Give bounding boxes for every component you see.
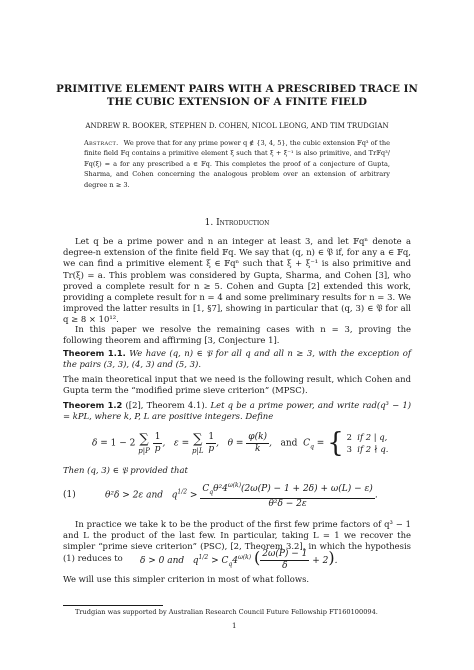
equation-1-condition: θ²δ > 2ε and	[105, 490, 164, 501]
intro-paragraph-2: In this paper we resolve the remaining cases with n = 3, proving the following theorem and affirming [3, Conjecture 1].	[63, 324, 411, 346]
psc-condition: δ > 0 and	[140, 556, 185, 566]
footnote-rule	[63, 605, 163, 606]
theorem-1-1-label: Theorem 1.1.	[63, 348, 126, 358]
theorem-1-2-text: Let q be a prime power, and write rad(q³ − 1) = kPL, where k, P, L are positive integers. Define	[63, 400, 411, 422]
abstract-text: We prove that for any prime power q ∉ {3, 4, 5}, the cubic extension 𝔽q³ of the finite field 𝔽q contains a primitive element ξ such that ξ + ξ⁻¹ is also primitive, and Tr𝔽q³/𝔽q(ξ) = a for any prescribed a ∈ 𝔽q. This completes the proof of a conjecture of Gupta, Sharma, and Cohen concerning the analogous problem over an extension of arbitrary degree n ≥ 3.	[84, 139, 390, 189]
section-title: Introduction	[216, 218, 270, 228]
page-number: 1	[232, 622, 237, 630]
equation-1: θ²δ > 2ε and $q^{1/2}$ > $\frac{C_q\theta^24^{\omega(k)}(2\omega(P) - 1 + 2\delta) + \omega(L) - \varepsilon)}{\text{θ²δ − 2ε}}$ .	[105, 482, 378, 509]
author-list: ANDREW R. BOOKER, STEPHEN D. COHEN, NICOL LEONG, AND TIM TRUDGIAN	[85, 121, 389, 130]
section-number: 1.	[204, 218, 214, 228]
practice-paragraph: In practice we take k to be the product of the first few prime factors of q³ − 1 and L the product of the last few. In particular, taking L = 1 we recover the simpler “prime sieve criterion” (PSC), [2, Theorem 3.2], in which the hypothesis (1) reduces to	[63, 519, 411, 563]
footnote: Trudgian was supported by Australian Research Council Future Fellowship FT160100094.	[75, 608, 378, 616]
theorem-1-2-ref: ([2], Theorem 4.1).	[125, 400, 208, 410]
psc-equation: δ > 0 and $q^{1/2} > C_q4^{\omega(k)}$ ( $\frac{2\omega(P) - 1}{\delta}$ + 2).	[140, 548, 338, 571]
theorem-1-2	[63, 400, 411, 422]
theorem-1-1	[63, 348, 411, 370]
theorem-1-2-label: Theorem 1.2	[63, 400, 123, 410]
title-line-1: PRIMITIVE ELEMENT PAIRS WITH A PRESCRIBED TRACE IN	[56, 83, 418, 95]
paper-title	[40, 83, 434, 109]
equation-number: (1)	[63, 490, 76, 500]
title-line-2: THE CUBIC EXTENSION OF A FINITE FIELD	[106, 96, 368, 108]
section-heading	[40, 218, 434, 229]
abstract	[84, 138, 390, 190]
closing-sentence: We will use this simpler criterion in most of what follows.	[63, 574, 310, 584]
definition-equation: δ = 1 − 2 ∑ p|P $\frac{1}{p}$ , ε = ∑ p|L $\frac{1}{p}$ , θ = $\frac{\varphi(k)}{k}$ , and $C_q$ = { 2 if 2 | q, 3 if 2 ∤ q.	[92, 427, 389, 459]
intro-paragraph-1: Let q be a prime power and n an integer at least 3, and let 𝔽qⁿ denote a degree-n extension of the finite field 𝔽q. We say that (q, n) ∈ 𝔓 if, for any a ∈ 𝔽q, we can find a primitive element ξ ∈ 𝔽qⁿ such that ξ + ξ⁻¹ is also primitive and Tr(ξ) = a. This problem was considered by Gupta, Sharma, and Cohen [3], who proved a complete result for n ≥ 5. Cohen and Gupta [2] extended this work, providing a complete result for n = 4 and some preliminary results for n = 3. We improved the latter results in [1, §7], showing in particular that (q, 3) ∈ 𝔓 for all q ≥ 8 × 10¹².	[63, 236, 411, 325]
mpsc-paragraph: The main theoretical input that we need is the following result, which Cohen and Gupta term the “modified prime sieve criterion” (MPSC).	[63, 374, 411, 396]
theorem-1-1-text: We have (q, n) ∈ 𝔓 for all q and all n ≥ 3, with the exception of the pairs (3, 3), (4, 3) and (5, 3).	[63, 348, 412, 370]
theorem-1-2-then: Then (q, 3) ∈ 𝔓 provided that	[63, 465, 188, 475]
abstract-label: Abstract.	[84, 139, 119, 147]
